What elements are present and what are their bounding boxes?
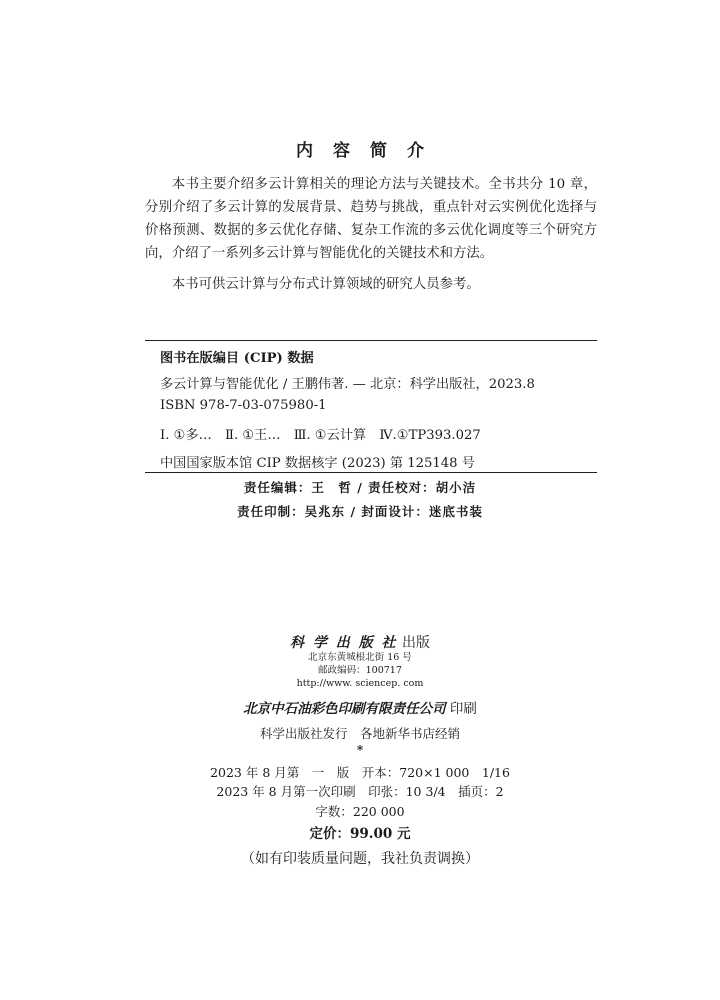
publisher-line bbox=[0, 632, 720, 652]
cip-isbn: ISBN 978-7-03-075980-1 bbox=[160, 398, 327, 413]
printer-line bbox=[0, 697, 720, 717]
publisher-name: 科 学 出 版 社 bbox=[290, 635, 398, 651]
cip-heading: 图书在版编目 (CIP) 数据 bbox=[160, 351, 314, 366]
distribution-line: 科学出版社发行 各地新华书店经销 bbox=[259, 726, 460, 741]
cip-library-number: 中国国家版本馆 CIP 数据核字 (2023) 第 125148 号 bbox=[160, 456, 475, 471]
publisher-suffix: 出版 bbox=[401, 635, 430, 651]
publisher-url: http://www. sciencep. com bbox=[296, 678, 424, 689]
price: 定价：99.00 元 bbox=[309, 826, 411, 842]
quality-note: （如有印装质量问题，我社负责调换） bbox=[241, 851, 479, 867]
editors-line-1: 责任编辑：王 哲 / 责任校对：胡小洁 bbox=[243, 480, 477, 495]
printer-name: 北京中石油彩色印刷有限责任公司 bbox=[243, 701, 446, 717]
cip-bottom-rule bbox=[145, 472, 597, 473]
edition-line: 2023 年 8 月第 一 版 开本：720×1 000 1/16 bbox=[210, 765, 510, 780]
cip-classification: Ⅰ. ①多… Ⅱ. ①王… Ⅲ. ①云计算 Ⅳ.①TP393.027 bbox=[160, 428, 481, 443]
printing-line: 2023 年 8 月第一次印刷 印张：10 3/4 插页：2 bbox=[216, 784, 504, 799]
summary-paragraph-1: 本书主要介绍多云计算相关的理论方法与关键技术。全书共分 10 章，分别介绍了多云计算的发展背景、趋势与挑战，重点针对云实例优化选择与价格预测、数据的多云优化存储、复杂工作流的多云优化调度等三个研究方向，介绍了一系列多云计算与智能优化的关键技术和方法。 bbox=[145, 177, 597, 261]
separator-star: * bbox=[356, 743, 364, 757]
cip-top-rule bbox=[145, 340, 597, 341]
printer-suffix: 印刷 bbox=[449, 701, 477, 717]
publisher-postcode: 邮政编码：100717 bbox=[318, 665, 402, 676]
cip-title-line: 多云计算与智能优化 / 王鹏伟著. — 北京：科学出版社，2023.8 bbox=[160, 377, 535, 392]
word-count: 字数：220 000 bbox=[315, 804, 405, 819]
summary-paragraph-2: 本书可供云计算与分布式计算领域的研究人员参考。 bbox=[171, 277, 480, 292]
publisher-address: 北京东黄城根北街 16 号 bbox=[308, 652, 412, 663]
page-title: 内容简介 bbox=[296, 141, 444, 161]
editors-line-2: 责任印制：吴兆东 / 封面设计：迷底书装 bbox=[237, 504, 483, 519]
